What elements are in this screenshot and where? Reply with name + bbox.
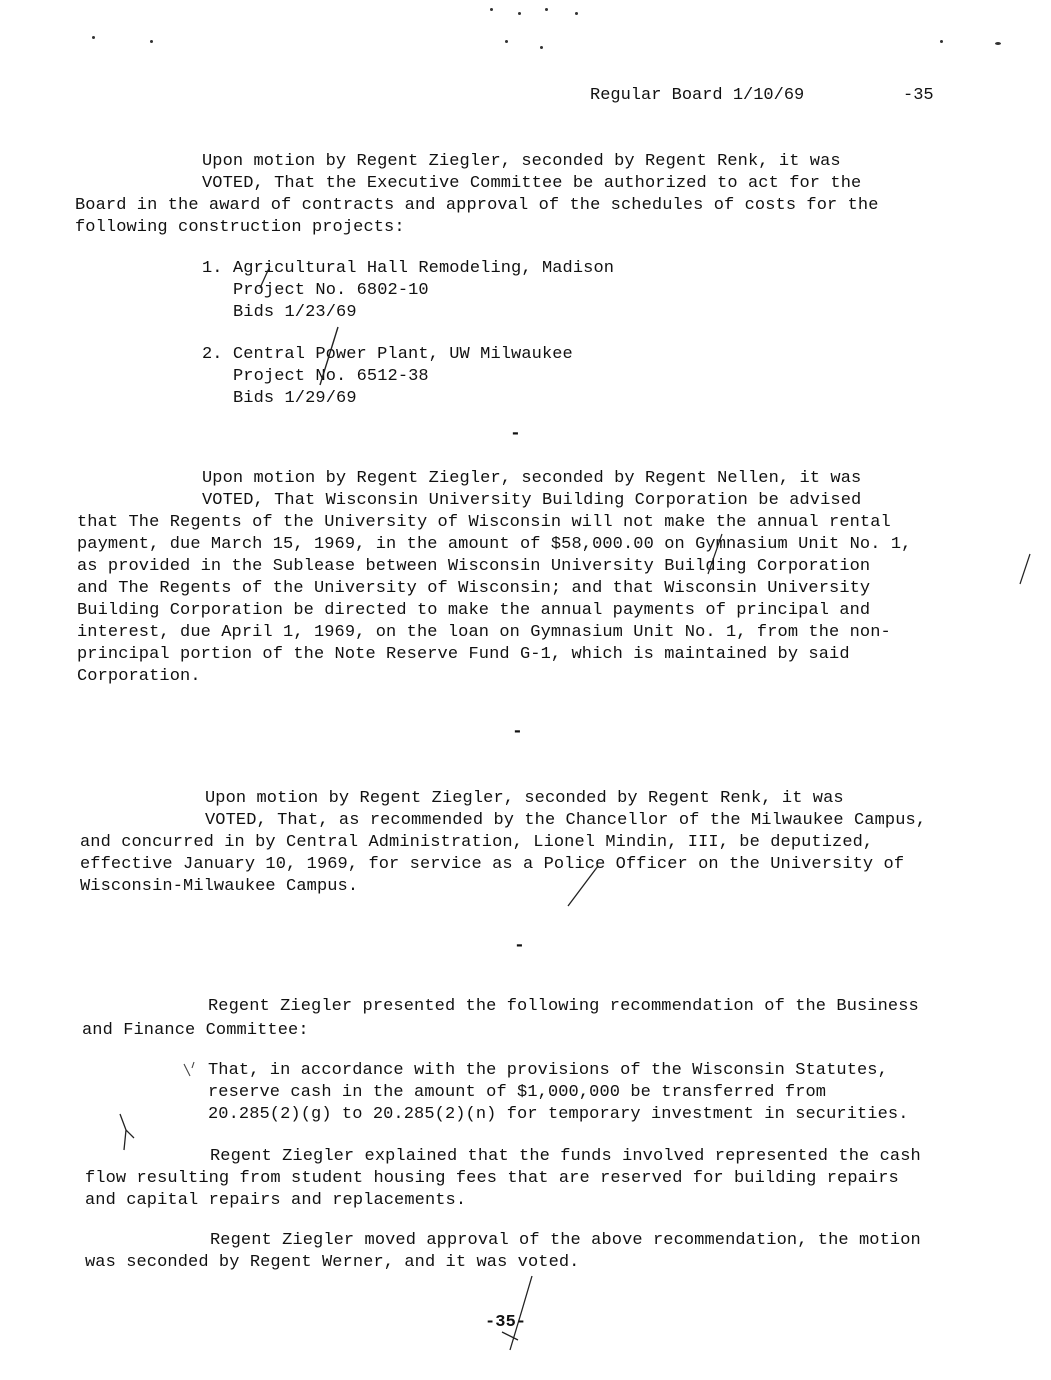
section-separator: - [512, 722, 523, 742]
check-mark [312, 325, 342, 395]
section-separator: - [514, 936, 525, 956]
project-bids: Bids 1/29/69 [233, 389, 357, 408]
scan-speck [150, 40, 153, 43]
motion1-line: following construction projects: [75, 218, 405, 237]
scan-speck [995, 42, 1001, 45]
scan-speck [575, 12, 578, 15]
recommendation-intro: and Finance Committee: [82, 1021, 309, 1040]
scan-speck [545, 8, 548, 11]
project-title: 1. Agricultural Hall Remodeling, Madison [202, 259, 615, 278]
explanation-line: Regent Ziegler explained that the funds involved represented the cash [210, 1147, 921, 1166]
motion2-line: as provided in the Sublease between Wisconsin University Building Corporation [77, 557, 871, 576]
project-number: Project No. 6512-38 [233, 367, 429, 386]
check-mark [564, 862, 604, 912]
motion2-line: that The Regents of the University of Wisconsin will not make the annual rental [77, 513, 891, 532]
scan-speck [540, 46, 543, 49]
margin-mark [112, 1110, 152, 1170]
motion2-line: payment, due March 15, 1969, in the amount of $58,000.00 on Gymnasium Unit No. 1, [77, 535, 912, 554]
motion2-line: principal portion of the Note Reserve Fund G-1, which is maintained by said [77, 645, 850, 664]
motion2-line: and The Regents of the University of Wisconsin; and that Wisconsin University [77, 579, 871, 598]
page-number: -35- [485, 1313, 527, 1332]
explanation-line: and capital repairs and replacements. [85, 1191, 467, 1210]
motion1-line: VOTED, That the Executive Committee be authorized to act for the [202, 174, 862, 193]
scan-speck [92, 36, 95, 39]
recommendation-quote: That, in accordance with the provisions of the Wisconsin Statutes, [208, 1061, 888, 1080]
motion1-line: Board in the award of contracts and approval of the schedules of costs for the [75, 196, 879, 215]
recommendation-intro: Regent Ziegler presented the following recommendation of the Business [208, 997, 919, 1016]
check-mark [256, 262, 276, 292]
project-number: Project No. 6802-10 [233, 281, 429, 300]
motion3-line: effective January 10, 1969, for service as a Police Officer on the University of [80, 855, 905, 874]
motion2-line: Corporation. [77, 667, 201, 686]
motion3-line: Wisconsin-Milwaukee Campus. [80, 877, 359, 896]
check-mark [1010, 550, 1040, 590]
scan-speck [940, 40, 943, 43]
check-mark [700, 530, 730, 580]
motion3-line: VOTED, That, as recommended by the Chancellor of the Milwaukee Campus, [205, 811, 927, 830]
approval-line: was seconded by Regent Werner, and it was voted. [85, 1253, 580, 1272]
motion2-line: Upon motion by Regent Ziegler, seconded by Regent Nellen, it was [202, 469, 862, 488]
explanation-line: flow resulting from student housing fees that are reserved for building repairs [85, 1169, 899, 1188]
scan-speck [490, 8, 493, 11]
motion1-line: Upon motion by Regent Ziegler, seconded by Regent Renk, it was [202, 152, 841, 171]
scan-speck [505, 40, 508, 43]
header-page-ref: -35 [903, 86, 934, 105]
motion2-line: Building Corporation be directed to make the annual payments of principal and [77, 601, 871, 620]
project-bids: Bids 1/23/69 [233, 303, 357, 322]
recommendation-quote: reserve cash in the amount of $1,000,000 be transferred from [208, 1083, 827, 1102]
margin-mark [176, 1058, 206, 1088]
project-title: 2. Central Power Plant, UW Milwaukee [202, 345, 573, 364]
section-separator: - [510, 424, 521, 444]
motion2-line: VOTED, That Wisconsin University Building Corporation be advised [202, 491, 862, 510]
recommendation-quote: 20.285(2)(g) to 20.285(2)(n) for temporary investment in securities. [208, 1105, 909, 1124]
motion3-line: Upon motion by Regent Ziegler, seconded by Regent Renk, it was [205, 789, 844, 808]
motion3-line: and concurred in by Central Administration, Lionel Mindin, III, be deputized, [80, 833, 874, 852]
approval-line: Regent Ziegler moved approval of the above recommendation, the motion [210, 1231, 921, 1250]
scan-speck [518, 12, 521, 15]
motion2-line: interest, due April 1, 1969, on the loan on Gymnasium Unit No. 1, from the non- [77, 623, 891, 642]
header-title: Regular Board 1/10/69 [590, 86, 805, 105]
